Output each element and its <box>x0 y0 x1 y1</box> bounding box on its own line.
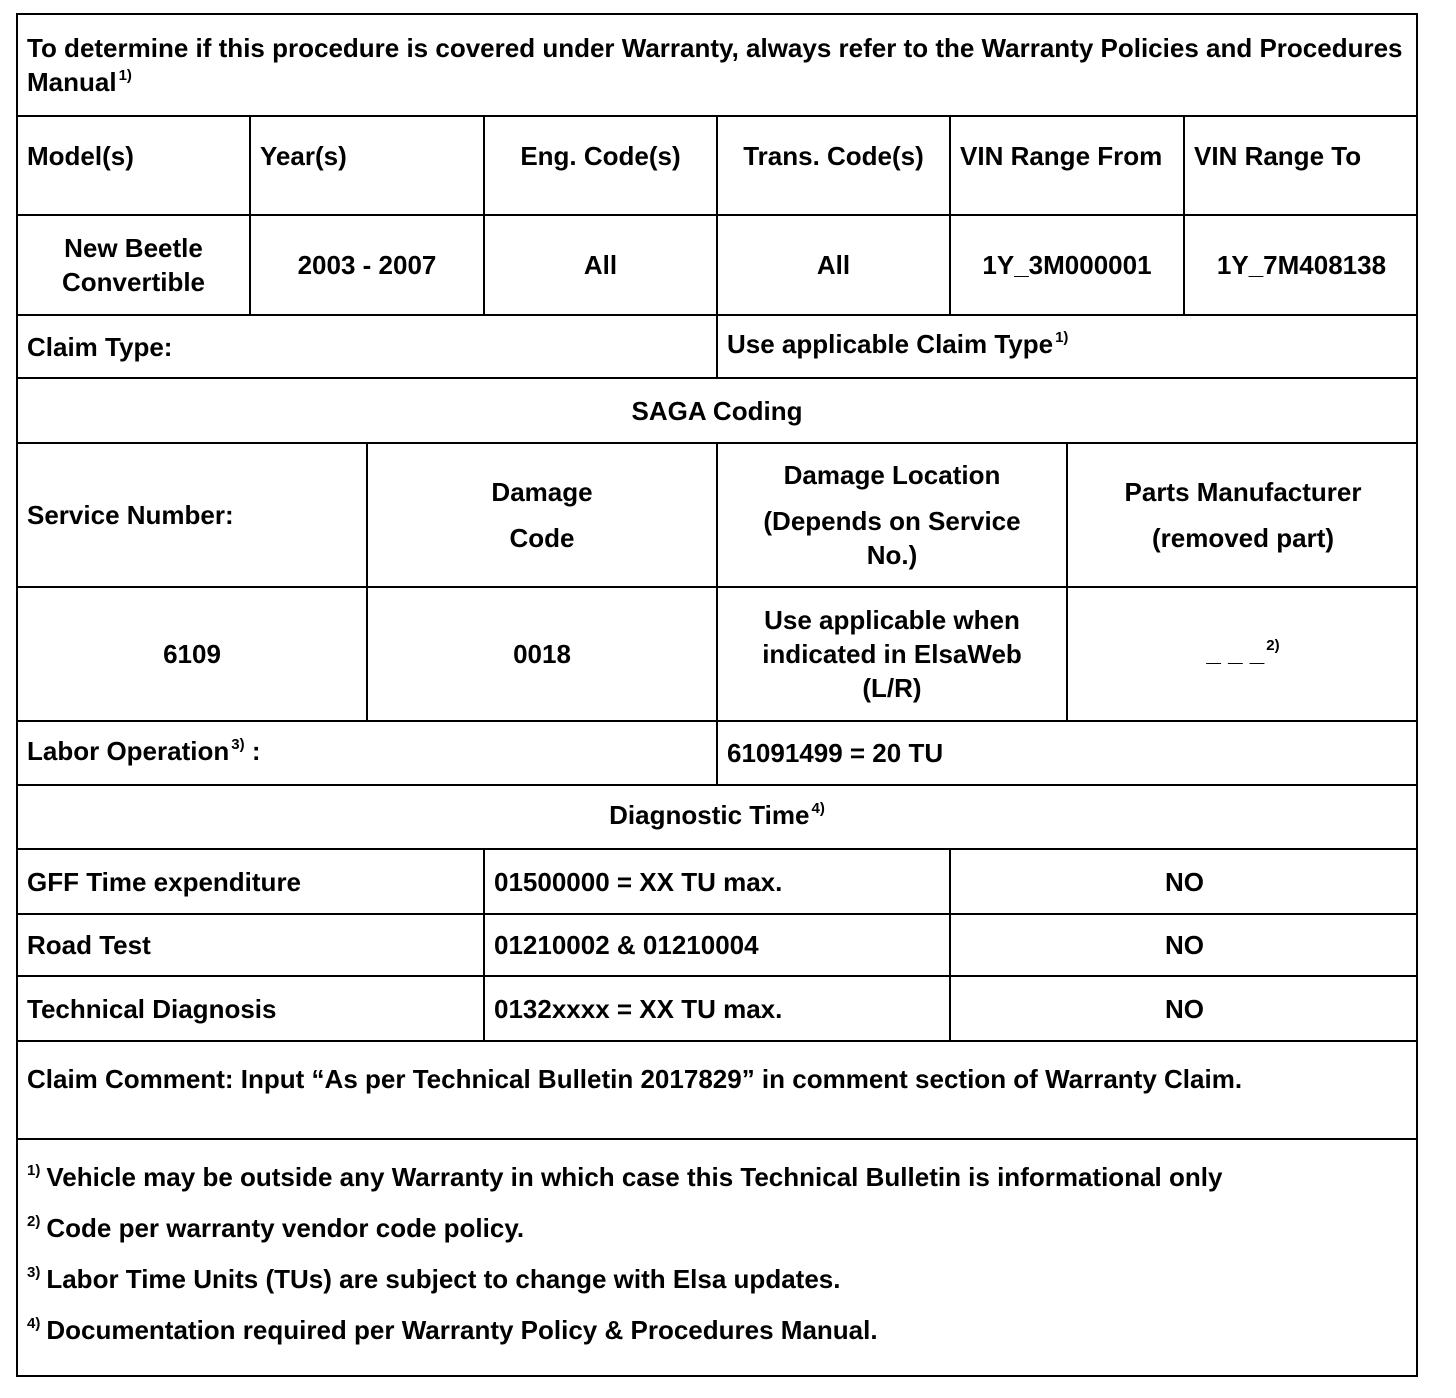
col-header-vin-to <box>1185 117 1418 214</box>
footnote-text: Documentation required per Warranty Policy & Procedures Manual. <box>46 1315 878 1345</box>
trans-value <box>718 216 951 314</box>
saga-header-damage-location-line2: (Depends on Service <box>763 506 1021 536</box>
claim-comment <box>18 1042 1416 1138</box>
service-number-value-text: 6109 <box>163 639 221 669</box>
saga-header-damage-location-line3: No.) <box>866 540 918 570</box>
model-value <box>18 216 251 314</box>
labor-operation-footnote-mark: 3) <box>231 735 245 753</box>
saga-value-row <box>18 588 1416 722</box>
col-header-trans-codes <box>718 117 951 214</box>
parts-manufacturer-value-text: _ _ _ <box>1206 636 1265 667</box>
model-value-line1: New Beetle <box>64 233 203 263</box>
labor-operation-value-text: 61091499 = 20 TU <box>727 738 944 768</box>
labor-operation-row <box>18 722 1416 786</box>
diagnostic-row-code <box>485 977 951 1040</box>
trans-value-text: All <box>816 250 851 280</box>
diagnostic-row-name <box>18 850 485 913</box>
diagnostic-row-code <box>485 850 951 913</box>
footnote-item <box>27 1256 1222 1307</box>
footnote-text: Labor Time Units (TUs) are subject to change with Elsa updates. <box>46 1264 841 1294</box>
claim-comment-text: Claim Comment: Input “As per Technical Bulletin 2017829” in comment section of Warranty Claim. <box>27 1064 1243 1094</box>
parts-manufacturer-value <box>1068 588 1418 720</box>
claim-type-value <box>718 316 1418 377</box>
col-header-models <box>18 117 251 214</box>
footnote-item <box>27 1154 1222 1205</box>
model-value-line2: Convertible <box>61 267 206 297</box>
header-footnote-mark: 1) <box>118 66 132 84</box>
footnote-text: Vehicle may be outside any Warranty in which case this Technical Bulletin is informational only <box>46 1162 1223 1192</box>
col-header-vin-to-label: VIN Range To <box>1194 141 1362 171</box>
saga-header-damage-code-line1: Damage <box>491 477 593 507</box>
saga-header-damage-code-stack <box>491 469 592 561</box>
years-value <box>251 216 485 314</box>
damage-location-value <box>718 588 1068 720</box>
damage-location-value-stack <box>762 603 1022 705</box>
eng-value-text: All <box>583 250 618 280</box>
diagnostic-time-title-row <box>18 786 1416 850</box>
diagnostic-row <box>18 915 1416 977</box>
saga-header-parts-manufacturer <box>1068 444 1418 586</box>
diagnostic-row-value-text: NO <box>1165 993 1204 1024</box>
col-header-eng-codes-label: Eng. Code(s) <box>520 141 681 171</box>
saga-header-damage-location-line1: Damage Location <box>783 460 1001 490</box>
header-text-block <box>27 31 1407 104</box>
col-header-vin-from-label: VIN Range From <box>960 141 1163 171</box>
damage-code-value <box>368 588 718 720</box>
diagnostic-row-value <box>951 915 1418 975</box>
saga-header-service-number-text: Service Number: <box>27 500 234 530</box>
footnote-item <box>27 1307 1222 1358</box>
parts-manufacturer-footnote-mark: 2) <box>1266 636 1280 654</box>
saga-header-damage-code <box>368 444 718 586</box>
claim-type-row <box>18 316 1416 379</box>
diagnostic-row-code-text: 0132xxxx = XX TU max. <box>494 993 783 1024</box>
labor-operation-value <box>718 722 1418 784</box>
diagnostic-row-name-text: Technical Diagnosis <box>27 993 277 1024</box>
years-value-text: 2003 - 2007 <box>297 250 437 280</box>
eng-value <box>485 216 718 314</box>
claim-type-label-text: Claim Type: <box>27 331 173 362</box>
diagnostic-row-value <box>951 977 1418 1040</box>
col-header-models-label: Model(s) <box>27 141 134 171</box>
claim-type-value-text: Use applicable Claim Type <box>727 329 1054 359</box>
footnote-item <box>27 1205 1222 1256</box>
diagnostic-row-value-text: NO <box>1165 930 1204 960</box>
saga-title-text: SAGA Coding <box>631 395 803 426</box>
claim-type-value-wrap <box>727 327 1068 366</box>
vehicle-value-row <box>18 216 1416 316</box>
footnote-text: Code per warranty vendor code policy. <box>46 1213 525 1243</box>
footnote-mark: 4) <box>27 1315 41 1332</box>
col-header-vin-from <box>951 117 1185 214</box>
header-text: To determine if this procedure is covered under Warranty, always refer to the Warranty Policies and Procedures Manual <box>27 32 1403 97</box>
col-header-years-label: Year(s) <box>260 141 347 171</box>
diagnostic-time-footnote-mark: 4) <box>811 799 825 817</box>
diagnostic-row-value <box>951 850 1418 913</box>
damage-location-value-line3: (L/R) <box>862 673 922 703</box>
vin-to-value-text: 1Y_7M408138 <box>1216 250 1387 280</box>
diagnostic-row-name-text: Road Test <box>27 930 151 960</box>
parts-manufacturer-value-wrap <box>1206 635 1279 674</box>
diagnostic-time-title-text: Diagnostic Time <box>609 799 810 830</box>
saga-title <box>18 379 1416 442</box>
saga-title-row <box>18 379 1416 444</box>
damage-code-value-text: 0018 <box>513 639 571 669</box>
col-header-trans-codes-label: Trans. Code(s) <box>743 141 924 171</box>
damage-location-value-line1: Use applicable when <box>764 605 1020 635</box>
diagnostic-row-code <box>485 915 951 975</box>
saga-header-service-number <box>18 444 368 586</box>
saga-header-parts-manufacturer-line1: Parts Manufacturer <box>1124 477 1362 507</box>
footnote-mark: 3) <box>27 1264 41 1281</box>
diagnostic-row <box>18 977 1416 1042</box>
diagnostic-row-code-text: 01500000 = XX TU max. <box>494 866 783 897</box>
labor-operation-colon: : <box>251 735 261 766</box>
header-cell <box>18 15 1416 115</box>
diagnostic-time-title-wrap <box>609 798 825 837</box>
footnote-mark: 2) <box>27 1213 41 1230</box>
footnotes <box>18 1140 1416 1375</box>
vehicle-header-row <box>18 117 1416 216</box>
diagnostic-row-name <box>18 977 485 1040</box>
labor-operation-label-text: Labor Operation <box>27 735 230 766</box>
diagnostic-row-name <box>18 915 485 975</box>
vin-from-value <box>951 216 1185 314</box>
claim-type-footnote-mark: 1) <box>1055 329 1069 346</box>
vin-to-value <box>1185 216 1418 314</box>
diagnostic-row <box>18 850 1416 915</box>
footnote-mark: 1) <box>27 1162 41 1179</box>
diagnostic-row-code-text: 01210002 & 01210004 <box>494 930 759 960</box>
saga-header-parts-manufacturer-line2: (removed part) <box>1151 523 1335 553</box>
diagnostic-row-name-text: GFF Time expenditure <box>27 866 302 897</box>
saga-header-damage-location <box>718 444 1068 586</box>
damage-location-value-line2: indicated in ElsaWeb <box>762 639 1022 669</box>
col-header-eng-codes <box>485 117 718 214</box>
claim-type-label <box>18 316 718 377</box>
diagnostic-time-title <box>18 786 1416 848</box>
diagnostic-row-value-text: NO <box>1165 866 1204 897</box>
footnote-list <box>27 1154 1222 1358</box>
labor-operation-label <box>18 722 718 784</box>
saga-header-row <box>18 444 1416 588</box>
claim-comment-row <box>18 1042 1416 1140</box>
vin-from-value-text: 1Y_3M000001 <box>982 250 1152 280</box>
labor-operation-label-wrap <box>27 734 261 773</box>
saga-header-damage-location-stack <box>763 458 1020 572</box>
saga-header-damage-code-line2: Code <box>509 523 575 553</box>
saga-header-parts-manufacturer-stack <box>1125 469 1362 561</box>
model-value-stack <box>62 231 205 299</box>
col-header-years <box>251 117 485 214</box>
header-row <box>18 15 1416 117</box>
footnotes-row <box>18 1140 1416 1375</box>
warranty-table <box>16 13 1418 1377</box>
service-number-value <box>18 588 368 720</box>
